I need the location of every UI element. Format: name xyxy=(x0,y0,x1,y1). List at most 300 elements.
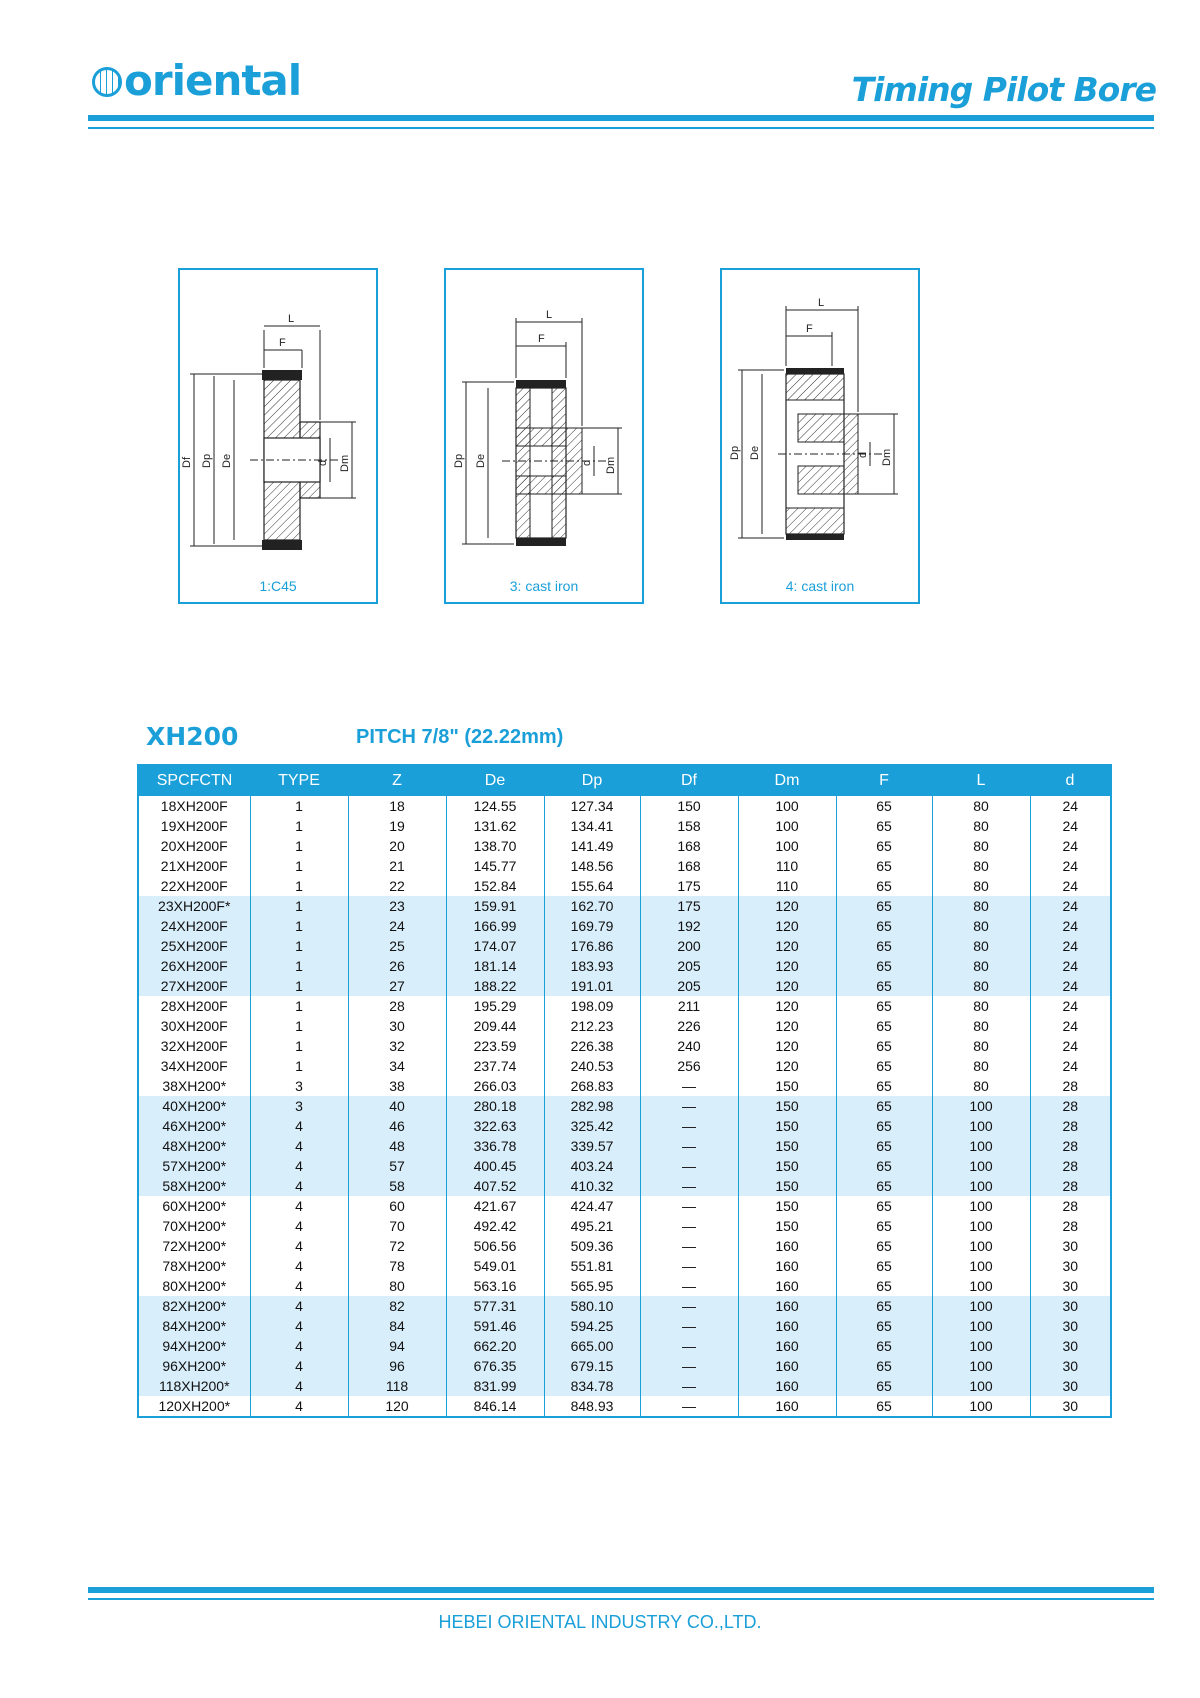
table-cell: 19XH200F xyxy=(160,818,228,834)
dim-Dp: Dp xyxy=(453,453,465,468)
table-cell: 4 xyxy=(250,1356,348,1376)
table-cell: 175 xyxy=(640,876,738,896)
table-cell: 176.86 xyxy=(544,936,640,956)
table-cell: 110 xyxy=(738,876,836,896)
table-cell: 174.07 xyxy=(446,936,544,956)
table-cell: 1 xyxy=(250,836,348,856)
table-cell: 30 xyxy=(1030,1276,1111,1296)
table-cell: 1 xyxy=(250,916,348,936)
table-row xyxy=(138,796,1111,816)
table-cell: 24 xyxy=(1030,1036,1111,1056)
table-cell: 46XH200* xyxy=(138,1116,250,1136)
dim-Df: Df xyxy=(181,457,193,468)
table-cell: 118 xyxy=(348,1376,446,1396)
diagram-caption: 1:C45 xyxy=(259,578,297,594)
table-cell: 336.78 xyxy=(446,1136,544,1156)
table-row xyxy=(138,1116,1111,1136)
table-row xyxy=(138,816,1111,836)
table-cell: 150 xyxy=(738,1216,836,1236)
table-cell: 80 xyxy=(348,1276,446,1296)
table-cell: 1 xyxy=(250,856,348,876)
company-name: HEBEI ORIENTAL INDUSTRY CO.,LTD. xyxy=(438,1612,762,1632)
table-cell: — xyxy=(640,1156,738,1176)
spec-table xyxy=(137,764,1112,1418)
table-cell: 65 xyxy=(836,1216,932,1236)
table-row xyxy=(138,936,1111,956)
table-row xyxy=(138,1256,1111,1276)
column-header: Df xyxy=(640,765,738,796)
table-cell: 506.56 xyxy=(446,1236,544,1256)
table-cell: 65 xyxy=(836,916,932,936)
table-cell: 46 xyxy=(348,1116,446,1136)
table-cell: 28 xyxy=(1030,1216,1111,1236)
column-header: F xyxy=(836,765,932,796)
table-cell: 4 xyxy=(250,1156,348,1176)
table-cell: 22XH200F xyxy=(160,878,228,894)
table-cell: 169.79 xyxy=(544,916,640,936)
table-cell: 38XH200* xyxy=(162,1078,227,1094)
table-cell: 80 xyxy=(932,1076,1030,1096)
table-cell: 424.47 xyxy=(544,1196,640,1216)
table-cell: 100 xyxy=(738,796,836,816)
table-cell: 40XH200* xyxy=(138,1096,250,1116)
pulley-drawing-type-3 xyxy=(446,270,646,606)
table-cell: 403.24 xyxy=(544,1156,640,1176)
table-cell: 48 xyxy=(348,1136,446,1156)
table-cell: 65 xyxy=(836,836,932,856)
table-row xyxy=(138,1076,1111,1096)
table-cell: 18 xyxy=(348,796,446,816)
table-cell: — xyxy=(640,1116,738,1136)
table-cell: 256 xyxy=(640,1056,738,1076)
table-cell: — xyxy=(640,1196,738,1216)
table-cell: 160 xyxy=(738,1236,836,1256)
table-cell: 22 xyxy=(348,876,446,896)
table-cell: 100 xyxy=(932,1256,1030,1276)
table-cell: 134.41 xyxy=(544,816,640,836)
table-cell: — xyxy=(640,1316,738,1336)
table-cell: 18XH200F xyxy=(160,798,228,814)
table-cell: 94 xyxy=(348,1336,446,1356)
table-cell: 150 xyxy=(640,796,738,816)
table-cell: 551.81 xyxy=(544,1256,640,1276)
table-cell: 118XH200* xyxy=(138,1376,250,1396)
table-cell: — xyxy=(640,1176,738,1196)
table-cell: 28 xyxy=(1030,1176,1111,1196)
table-cell: 1 xyxy=(250,1036,348,1056)
table-cell: 155.64 xyxy=(544,876,640,896)
table-body xyxy=(138,796,1111,1417)
table-cell: 4 xyxy=(250,1256,348,1276)
table-cell: 65 xyxy=(836,876,932,896)
table-cell: 65 xyxy=(836,936,932,956)
table-cell: 100 xyxy=(932,1096,1030,1116)
table-cell: 65 xyxy=(836,1016,932,1036)
table-cell: 563.16 xyxy=(446,1276,544,1296)
table-cell: 492.42 xyxy=(446,1216,544,1236)
pitch-label: PITCH 7/8" (22.22mm) xyxy=(356,726,564,748)
table-cell: 223.59 xyxy=(446,1036,544,1056)
table-cell: 58 xyxy=(348,1176,446,1196)
column-header: Dp xyxy=(544,765,640,796)
table-cell: 65 xyxy=(836,956,932,976)
table-row xyxy=(138,1096,1111,1116)
table-cell: 145.77 xyxy=(446,856,544,876)
table-cell: 848.93 xyxy=(544,1396,640,1417)
table-cell: 80 xyxy=(932,1056,1030,1076)
column-header: L xyxy=(932,765,1030,796)
table-cell: 32XH200F xyxy=(160,1038,228,1054)
table-cell: 65 xyxy=(836,1116,932,1136)
pulley-drawing-type-4 xyxy=(722,270,922,606)
table-cell: 28 xyxy=(348,996,446,1016)
table-row xyxy=(138,856,1111,876)
table-cell: 65 xyxy=(836,1356,932,1376)
table-cell: 24 xyxy=(1030,996,1111,1016)
table-cell: 65 xyxy=(836,1276,932,1296)
table-cell: 3 xyxy=(250,1096,348,1116)
table-cell: 84 xyxy=(348,1316,446,1336)
table-row xyxy=(138,876,1111,896)
dim-L: L xyxy=(288,313,295,325)
table-cell: 65 xyxy=(836,1296,932,1316)
table-cell: 26 xyxy=(348,956,446,976)
table-cell: 65 xyxy=(836,1156,932,1176)
diagram-type-1 xyxy=(178,268,378,604)
table-cell: 65 xyxy=(836,1376,932,1396)
column-header: Dm xyxy=(738,765,836,796)
table-cell: 65 xyxy=(836,976,932,996)
table-cell: 159.91 xyxy=(446,896,544,916)
table-cell: 20XH200F xyxy=(160,838,228,854)
table-cell: 80 xyxy=(932,876,1030,896)
table-cell: 268.83 xyxy=(544,1076,640,1096)
table-cell: 80 xyxy=(932,936,1030,956)
dim-De: De xyxy=(221,453,233,468)
column-header: d xyxy=(1030,765,1111,796)
table-cell: 282.98 xyxy=(544,1096,640,1116)
table-cell: 19 xyxy=(348,816,446,836)
table-cell: 65 xyxy=(836,1076,932,1096)
diagram-type-4 xyxy=(720,268,920,604)
table-cell: 65 xyxy=(836,1196,932,1216)
table-cell: 100 xyxy=(932,1376,1030,1396)
table-cell: 80 xyxy=(932,816,1030,836)
table-cell: 80 xyxy=(932,1036,1030,1056)
table-cell: 30XH200F xyxy=(160,1018,228,1034)
table-cell: 120 xyxy=(738,1036,836,1056)
table-cell: 1 xyxy=(250,976,348,996)
table-cell: 48XH200* xyxy=(138,1136,250,1156)
table-cell: 30 xyxy=(1030,1236,1111,1256)
table-cell: 80 xyxy=(932,956,1030,976)
table-cell: 127.34 xyxy=(544,796,640,816)
table-cell: 100 xyxy=(932,1336,1030,1356)
table-row xyxy=(138,1236,1111,1256)
table-cell: 20 xyxy=(348,836,446,856)
table-cell: 131.62 xyxy=(446,816,544,836)
table-row xyxy=(138,1276,1111,1296)
table-cell: 160 xyxy=(738,1316,836,1336)
table-cell: 30 xyxy=(1030,1316,1111,1336)
table-cell: 240 xyxy=(640,1036,738,1056)
table-cell: 400.45 xyxy=(446,1156,544,1176)
table-cell: 57 xyxy=(348,1156,446,1176)
table-cell: — xyxy=(640,1296,738,1316)
table-cell: 120 xyxy=(738,896,836,916)
table-cell: 30 xyxy=(1030,1336,1111,1356)
table-cell: 1 xyxy=(250,936,348,956)
table-cell: 30 xyxy=(1030,1396,1111,1417)
table-cell: 195.29 xyxy=(446,996,544,1016)
table-cell: 24 xyxy=(1030,976,1111,996)
table-cell: 28XH200F xyxy=(160,998,228,1014)
table-row xyxy=(138,1056,1111,1076)
table-cell: 58XH200* xyxy=(138,1176,250,1196)
table-cell: 24 xyxy=(1030,1056,1111,1076)
table-cell: 160 xyxy=(738,1276,836,1296)
table-cell: 100 xyxy=(738,816,836,836)
table-row xyxy=(138,1396,1111,1417)
table-cell: 831.99 xyxy=(446,1376,544,1396)
table-cell: 80 xyxy=(932,856,1030,876)
table-cell: 24 xyxy=(1030,896,1111,916)
table-cell: 4 xyxy=(250,1396,348,1417)
table-row xyxy=(138,1296,1111,1316)
table-cell: 57XH200* xyxy=(138,1156,250,1176)
table-cell: — xyxy=(640,1236,738,1256)
table-cell: 200 xyxy=(640,936,738,956)
table-cell: 24 xyxy=(1030,1016,1111,1036)
table-cell: 27 xyxy=(348,976,446,996)
globe-icon xyxy=(92,67,122,97)
table-cell: 24 xyxy=(1030,856,1111,876)
table-cell: 82 xyxy=(348,1296,446,1316)
table-cell: 191.01 xyxy=(544,976,640,996)
table-cell: 30 xyxy=(1030,1256,1111,1276)
table-cell: 120 xyxy=(738,916,836,936)
table-cell: 65 xyxy=(836,1236,932,1256)
table-cell: 120 xyxy=(738,936,836,956)
table-cell: 266.03 xyxy=(446,1076,544,1096)
table-cell: 60 xyxy=(348,1196,446,1216)
table-cell: 160 xyxy=(738,1376,836,1396)
table-cell: 4 xyxy=(250,1316,348,1336)
table-cell: 120 xyxy=(738,1056,836,1076)
table-cell: 80 xyxy=(932,1016,1030,1036)
table-cell: 181.14 xyxy=(446,956,544,976)
table-cell: 1 xyxy=(250,956,348,976)
dim-Dm: Dm xyxy=(339,454,351,472)
diagram-type-3 xyxy=(444,268,644,604)
table-cell: 24 xyxy=(1030,916,1111,936)
table-cell: 40 xyxy=(348,1096,446,1116)
table-cell: 65 xyxy=(836,796,932,816)
table-cell: 4 xyxy=(250,1116,348,1136)
dim-d: d xyxy=(857,451,869,458)
table-cell: 141.49 xyxy=(544,836,640,856)
dim-F: F xyxy=(806,323,813,335)
footer-rule-thin xyxy=(88,1598,1154,1600)
table-cell: 65 xyxy=(836,856,932,876)
table-cell: 212.23 xyxy=(544,1016,640,1036)
dim-Dp: Dp xyxy=(201,453,213,468)
table-cell: 662.20 xyxy=(446,1336,544,1356)
table-cell: 100 xyxy=(932,1356,1030,1376)
table-cell: 120 xyxy=(738,956,836,976)
table-cell: 168 xyxy=(640,836,738,856)
table-cell: 38 xyxy=(348,1076,446,1096)
table-cell: 34XH200F xyxy=(160,1058,228,1074)
table-row xyxy=(138,1016,1111,1036)
dim-F: F xyxy=(279,337,286,349)
table-cell: 4 xyxy=(250,1216,348,1236)
table-cell: 96 xyxy=(348,1356,446,1376)
table-cell: 100 xyxy=(932,1296,1030,1316)
table-cell: — xyxy=(640,1076,738,1096)
table-cell: 1 xyxy=(250,1016,348,1036)
table-cell: 94XH200* xyxy=(138,1336,250,1356)
table-cell: 183.93 xyxy=(544,956,640,976)
table-cell: 65 xyxy=(836,1396,932,1417)
table-cell: 565.95 xyxy=(544,1276,640,1296)
table-cell: 80 xyxy=(932,976,1030,996)
table-cell: — xyxy=(640,1276,738,1296)
table-cell: 23XH200F* xyxy=(138,896,250,916)
table-cell: 150 xyxy=(738,1176,836,1196)
dim-F: F xyxy=(538,333,545,345)
table-cell: 3 xyxy=(250,1076,348,1096)
logo-text: oriental xyxy=(124,56,302,105)
table-cell: 65 xyxy=(836,1036,932,1056)
table-cell: 65 xyxy=(836,896,932,916)
table-cell: 237.74 xyxy=(446,1056,544,1076)
dim-De: De xyxy=(749,445,761,460)
page-title: Timing Pilot Bore xyxy=(851,70,1156,109)
table-cell: 78XH200* xyxy=(162,1258,227,1274)
table-cell: 28 xyxy=(1030,1116,1111,1136)
diagram-caption: 3: cast iron xyxy=(509,578,579,594)
table-cell: 100 xyxy=(932,1116,1030,1136)
table-cell: 80 xyxy=(932,796,1030,816)
dim-L: L xyxy=(546,309,553,321)
table-cell: 1 xyxy=(250,876,348,896)
table-row xyxy=(138,976,1111,996)
table-cell: — xyxy=(640,1376,738,1396)
table-cell: 240.53 xyxy=(544,1056,640,1076)
table-cell: 325.42 xyxy=(544,1116,640,1136)
table-cell: 1 xyxy=(250,816,348,836)
table-cell: 665.00 xyxy=(544,1336,640,1356)
table-cell: 28 xyxy=(1030,1196,1111,1216)
column-header: Z xyxy=(348,765,446,796)
table-cell: 148.56 xyxy=(544,856,640,876)
table-cell: 322.63 xyxy=(446,1116,544,1136)
table-cell: 4 xyxy=(250,1136,348,1156)
table-cell: 4 xyxy=(250,1296,348,1316)
table-cell: 80 xyxy=(932,836,1030,856)
table-cell: — xyxy=(640,1356,738,1376)
table-cell: 591.46 xyxy=(446,1316,544,1336)
table-cell: 30 xyxy=(1030,1356,1111,1376)
table-cell: 846.14 xyxy=(446,1396,544,1417)
table-cell: 168 xyxy=(640,856,738,876)
table-cell: 150 xyxy=(738,1196,836,1216)
table-row xyxy=(138,996,1111,1016)
column-header: SPCFCTN xyxy=(138,765,250,796)
table-row xyxy=(138,1036,1111,1056)
header-rule-thin xyxy=(88,127,1154,129)
header-rule-thick xyxy=(88,115,1154,121)
table-cell: 160 xyxy=(738,1336,836,1356)
table-cell: 30 xyxy=(1030,1296,1111,1316)
table-cell: 120XH200* xyxy=(158,1398,231,1414)
table-cell: 160 xyxy=(738,1356,836,1376)
table-cell: 676.35 xyxy=(446,1356,544,1376)
table-cell: 100 xyxy=(932,1316,1030,1336)
dim-Dm: Dm xyxy=(881,448,893,466)
table-cell: 84XH200* xyxy=(138,1316,250,1336)
table-cell: 21XH200F xyxy=(160,858,228,874)
table-cell: 72XH200* xyxy=(162,1238,227,1254)
table-cell: 594.25 xyxy=(544,1316,640,1336)
table-cell: 24 xyxy=(348,916,446,936)
table-cell: 65 xyxy=(836,996,932,1016)
table-cell: 24 xyxy=(1030,936,1111,956)
table-row xyxy=(138,1316,1111,1336)
table-row xyxy=(138,1376,1111,1396)
table-cell: 4 xyxy=(250,1196,348,1216)
pulley-drawing-type-1 xyxy=(180,270,380,606)
table-cell: 100 xyxy=(932,1156,1030,1176)
table-cell: 78 xyxy=(348,1256,446,1276)
table-cell: 160 xyxy=(738,1396,836,1417)
table-cell: 100 xyxy=(932,1216,1030,1236)
table-cell: 30 xyxy=(348,1016,446,1036)
table-cell: 26XH200F xyxy=(138,956,250,976)
table-cell: — xyxy=(640,1136,738,1156)
table-cell: 1 xyxy=(250,1056,348,1076)
table-cell: 96XH200* xyxy=(138,1356,250,1376)
table-cell: 24 xyxy=(1030,796,1111,816)
table-cell: 160 xyxy=(738,1256,836,1276)
table-cell: 120 xyxy=(738,996,836,1016)
dim-Dp: Dp xyxy=(729,445,741,460)
table-cell: 24 xyxy=(1030,816,1111,836)
table-cell: 339.57 xyxy=(544,1136,640,1156)
table-cell: 549.01 xyxy=(446,1256,544,1276)
table-cell: 80 xyxy=(932,896,1030,916)
table-cell: 150 xyxy=(738,1136,836,1156)
table-cell: 495.21 xyxy=(544,1216,640,1236)
table-cell: 150 xyxy=(738,1156,836,1176)
table-row xyxy=(138,1156,1111,1176)
table-cell: 1 xyxy=(250,896,348,916)
table-cell: 1 xyxy=(250,796,348,816)
table-cell: 27XH200F xyxy=(138,976,250,996)
table-cell: 23 xyxy=(348,896,446,916)
table-cell: 138.70 xyxy=(446,836,544,856)
table-cell: 25 xyxy=(348,936,446,956)
dim-De: De xyxy=(475,453,487,468)
diagram-caption: 4: cast iron xyxy=(785,578,855,594)
section-title: XH200 xyxy=(146,722,239,751)
table-row xyxy=(138,1356,1111,1376)
table-row xyxy=(138,1176,1111,1196)
table-cell: 80 xyxy=(932,996,1030,1016)
table-cell: 28 xyxy=(1030,1156,1111,1176)
table-cell: 100 xyxy=(932,1136,1030,1156)
